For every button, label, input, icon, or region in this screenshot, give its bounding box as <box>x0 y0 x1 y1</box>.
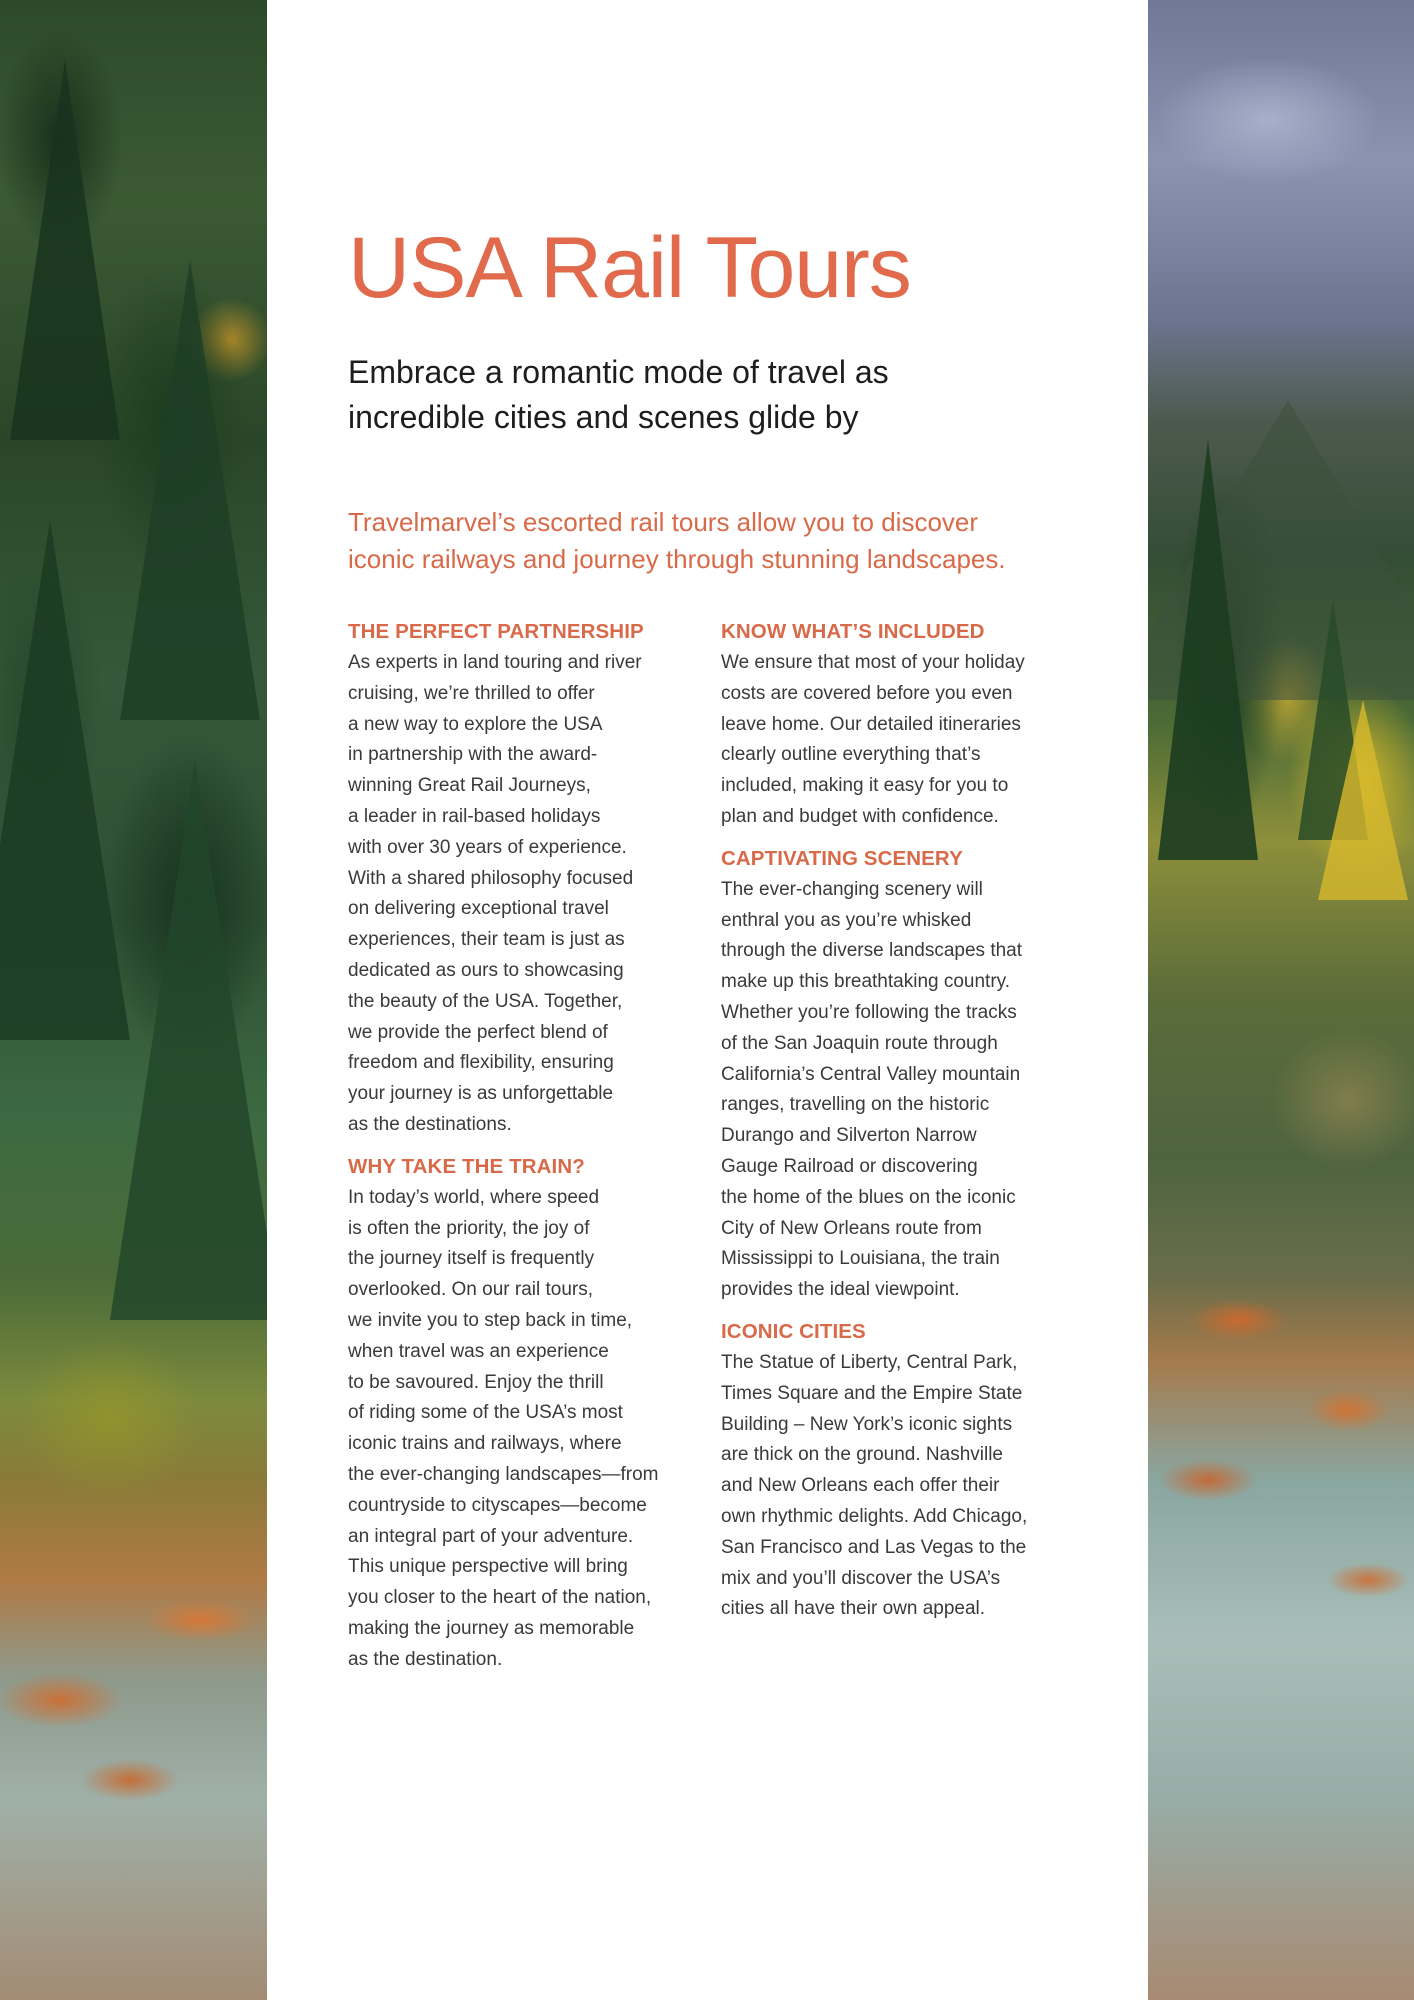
pine-tree-shape <box>110 760 267 1320</box>
body-text-line: with over 30 years of experience. <box>348 836 627 858</box>
aspen-tree-shape <box>1318 700 1408 900</box>
body-text-line: experiences, their team is just as <box>348 929 625 951</box>
body-text-line: an integral part of your adventure. <box>348 1525 634 1547</box>
body-text-line: Times Square and the Empire State <box>721 1382 1023 1404</box>
body-text-line: your journey is as unforgettable <box>348 1083 614 1105</box>
section-heading: CAPTIVATING SCENERY <box>721 846 963 870</box>
body-text-line: the journey itself is frequently <box>348 1248 595 1270</box>
body-text-line: is often the priority, the joy of <box>348 1217 590 1239</box>
body-text-line: we invite you to step back in time, <box>348 1309 633 1331</box>
body-text-line: leave home. Our detailed itineraries <box>721 713 1021 735</box>
body-text-line: a leader in rail-based holidays <box>348 805 601 827</box>
body-text-line: As experts in land touring and river <box>348 652 642 673</box>
subtitle-line: incredible cities and scenes glide by <box>348 399 859 435</box>
pine-tree-shape <box>1158 440 1258 860</box>
intro-line: Travelmarvel’s escorted rail tours allow you to discover <box>348 507 979 537</box>
section-heading: WHY TAKE THE TRAIN? <box>348 1154 585 1178</box>
body-text-line: make up this breathtaking country. <box>721 971 1011 993</box>
body-text-line: We ensure that most of your holiday <box>721 652 1025 673</box>
pine-tree-shape <box>120 260 260 720</box>
body-text-line: are thick on the ground. Nashville <box>721 1444 1003 1466</box>
section-heading: THE PERFECT PARTNERSHIP <box>348 620 644 643</box>
body-text-line: With a shared philosophy focused <box>348 867 634 889</box>
body-text-line: freedom and flexibility, ensuring <box>348 1052 614 1074</box>
body-text-line: the beauty of the USA. Together, <box>348 990 623 1012</box>
page-subtitle <box>348 350 1048 440</box>
article-section <box>721 616 1066 833</box>
body-text-line: overlooked. On our rail tours, <box>348 1279 594 1301</box>
content-panel <box>267 0 1148 2000</box>
body-text-line: of riding some of the USA’s most <box>348 1402 623 1424</box>
body-text-line: clearly outline everything that’s <box>721 744 981 766</box>
section-heading: ICONIC CITIES <box>721 1319 866 1343</box>
body-text-line: iconic trains and railways, where <box>348 1433 622 1455</box>
left-column <box>348 616 693 1686</box>
body-text-line: Gauge Railroad or discovering <box>721 1155 978 1177</box>
body-text-line: the home of the blues on the iconic <box>721 1186 1016 1208</box>
body-text-line: to be savoured. Enjoy the thrill <box>348 1371 604 1393</box>
section-body <box>348 1183 693 1676</box>
body-text-line: Building – New York’s iconic sights <box>721 1413 1013 1435</box>
body-text-line: provides the ideal viewpoint. <box>721 1279 960 1301</box>
body-text-line: City of New Orleans route from <box>721 1217 982 1239</box>
section-body <box>721 648 1066 833</box>
section-heading: KNOW WHAT’S INCLUDED <box>721 620 985 643</box>
body-text-line: making the journey as memorable <box>348 1617 635 1639</box>
body-text-line: in partnership with the award- <box>348 744 598 766</box>
scenery-photo-right <box>1148 0 1414 2000</box>
body-text-line: In today’s world, where speed <box>348 1186 600 1208</box>
body-text-line: costs are covered before you even <box>721 682 1013 704</box>
body-text-line: mix and you’ll discover the USA’s <box>721 1567 1001 1589</box>
section-body <box>721 1348 1066 1625</box>
body-text-line: California’s Central Valley mountain <box>721 1063 1021 1085</box>
section-body <box>721 875 1066 1306</box>
body-text-line: own rhythmic delights. Add Chicago, <box>721 1505 1028 1527</box>
body-text-line: on delivering exceptional travel <box>348 898 609 920</box>
body-text-line: dedicated as ours to showcasing <box>348 959 624 981</box>
section-body <box>348 648 693 1141</box>
body-text-line: Mississippi to Louisiana, the train <box>721 1248 1000 1270</box>
body-text-line: as the destinations. <box>348 1113 512 1135</box>
body-text-line: and New Orleans each offer their <box>721 1475 1000 1497</box>
body-text-line: countryside to cityscapes—become <box>348 1494 647 1516</box>
body-text-line: Whether you’re following the tracks <box>721 1001 1017 1023</box>
body-text-line: The ever-changing scenery will <box>721 878 983 900</box>
intro-line: iconic railways and journey through stunning landscapes. <box>348 544 1006 574</box>
body-text-line: a new way to explore the USA <box>348 713 603 735</box>
intro-paragraph <box>348 504 1108 578</box>
body-text-line: plan and budget with confidence. <box>721 805 999 827</box>
body-text-line: cities all have their own appeal. <box>721 1598 986 1620</box>
body-text-line: Durango and Silverton Narrow <box>721 1125 977 1147</box>
body-text-line: included, making it easy for you to <box>721 775 1009 797</box>
body-text-line: This unique perspective will bring <box>348 1556 628 1578</box>
scenery-photo-left <box>0 0 267 2000</box>
right-column <box>721 616 1066 1635</box>
article-section <box>348 616 693 1141</box>
body-text-line: as the destination. <box>348 1648 503 1670</box>
body-text-line: you closer to the heart of the nation, <box>348 1587 652 1609</box>
subtitle-line: Embrace a romantic mode of travel as <box>348 354 889 390</box>
body-text-line: San Francisco and Las Vegas to the <box>721 1536 1027 1558</box>
body-text-line: the ever-changing landscapes—from <box>348 1463 659 1485</box>
body-text-line: ranges, travelling on the historic <box>721 1094 990 1116</box>
body-text-line: through the diverse landscapes that <box>721 940 1023 962</box>
page-title: USA Rail Tours <box>348 220 911 316</box>
body-text-line: of the San Joaquin route through <box>721 1032 998 1054</box>
body-text-line: winning Great Rail Journeys, <box>348 775 591 797</box>
article-section <box>348 1151 693 1676</box>
article-section <box>721 1316 1066 1625</box>
body-text-line: cruising, we’re thrilled to offer <box>348 682 595 704</box>
pine-tree-shape <box>10 60 120 440</box>
body-text-line: enthral you as you’re whisked <box>721 909 972 931</box>
body-text-line: The Statue of Liberty, Central Park, <box>721 1351 1018 1373</box>
body-text-line: when travel was an experience <box>348 1340 609 1362</box>
body-text-line: we provide the perfect blend of <box>348 1021 608 1043</box>
article-section <box>721 843 1066 1306</box>
